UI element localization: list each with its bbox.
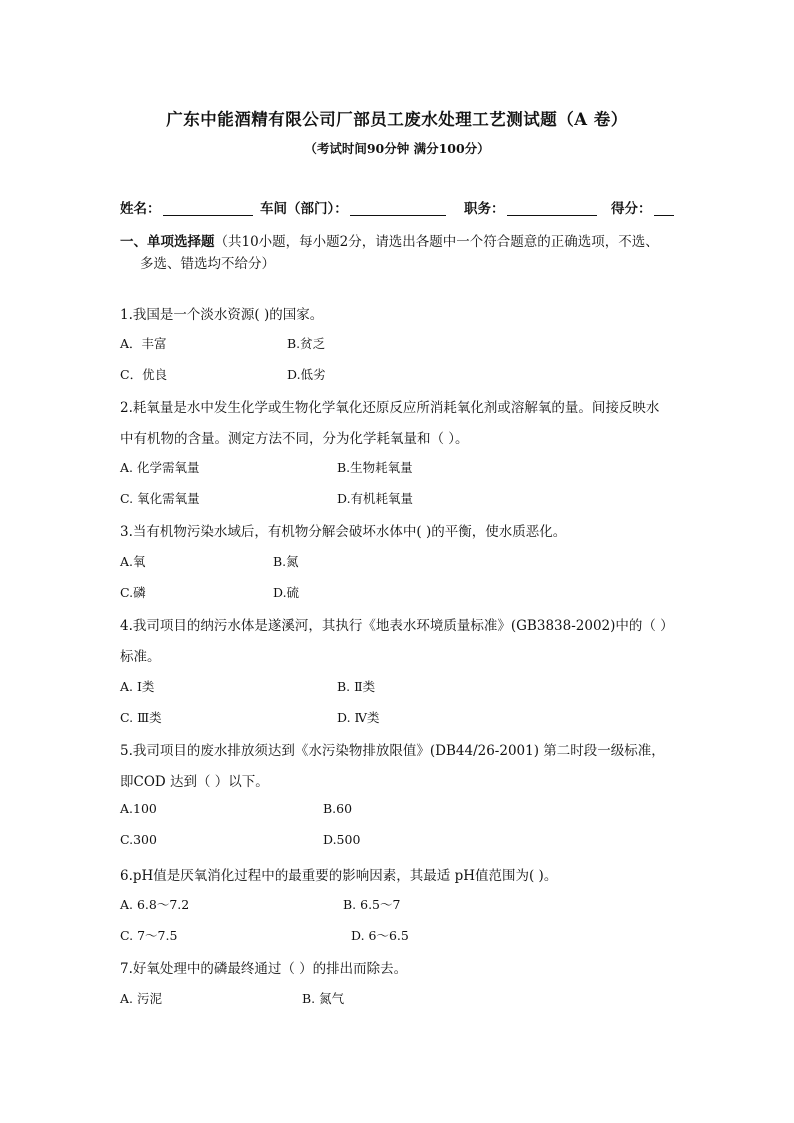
name-field: [120, 197, 253, 217]
question-6-option-c: C. 7～7.5: [120, 928, 178, 943]
score-label: 得分：: [611, 201, 652, 217]
question-6-option-b: B. 6.5～7: [343, 897, 401, 912]
question-3-option-b: B.氮: [273, 554, 299, 569]
question-3-option-d: D.硫: [273, 585, 300, 600]
question-2-text-line-1: 2.耗氧量是水中发生化学或生物化学氧化还原反应所消耗氧化剂或溶解氧的量。间接反映水: [120, 400, 660, 416]
section-heading: 一、单项选择题: [120, 234, 215, 250]
question-5-text-line-2: 即COD 达到（ ）以下。: [120, 774, 269, 790]
question-2-option-d: D.有机耗氧量: [337, 491, 414, 506]
question-5-option-d: D.500: [323, 832, 361, 847]
question-3-option-a: A.氧: [120, 554, 146, 569]
question-5-option-b: B.60: [323, 801, 353, 816]
question-7-option-b: B. 氮气: [302, 991, 345, 1006]
section-instructions-line-2: 多选、错选均不给分）: [140, 256, 275, 272]
question-1-text: 1.我国是一个淡水资源( )的国家。: [120, 307, 324, 323]
question-5-option-c: C.300: [120, 832, 157, 847]
question-2-option-a: A. 化学需氧量: [120, 460, 200, 475]
name-blank: [163, 201, 253, 216]
workshop-blank: [350, 201, 446, 216]
position-blank: [507, 201, 597, 216]
question-1-option-c: C．优良: [120, 367, 168, 382]
workshop-field: [260, 197, 446, 217]
position-label: 职务：: [464, 201, 505, 217]
question-3-text: 3.当有机物污染水域后，有机物分解会破坏水体中( )的平衡，使水质恶化。: [120, 524, 567, 540]
page-title: 广东中能酒精有限公司厂部员工废水处理工艺测试题（A 卷）: [166, 110, 628, 129]
student-info-row: [120, 197, 680, 217]
page-subtitle: （考试时间90分钟 满分100分）: [304, 141, 490, 156]
question-6-option-d: D. 6～6.5: [351, 928, 409, 943]
section-instructions-line-1: （共10小题，每小题2分，请选出各题中一个符合题意的正确选项，不选、: [214, 234, 659, 250]
question-7-option-a: A. 污泥: [120, 991, 162, 1006]
question-1-option-b: B.贫乏: [287, 336, 326, 351]
position-field: [464, 197, 597, 217]
question-7-text: 7.好氧处理中的磷最终通过（ ）的排出而除去。: [120, 961, 408, 977]
question-2-text-line-2: 中有机物的含量。测定方法不同，分为化学耗氧量和（ ）。: [120, 431, 469, 447]
question-6-text: 6.pH值是厌氧消化过程中的最重要的影响因素，其最适 pH值范围为( )。: [120, 868, 558, 884]
question-4-text-line-1: 4.我司项目的纳污水体是遂溪河，其执行《地表水环境质量标准》(GB3838-2002)中的（ ）: [120, 618, 674, 634]
question-4-option-d: D. Ⅳ类: [337, 710, 380, 725]
score-blank: [654, 201, 674, 216]
question-2-option-b: B.生物耗氧量: [337, 460, 413, 475]
workshop-label: 车间（部门）：: [260, 201, 348, 217]
question-5-text-line-1: 5.我司项目的废水排放须达到《水污染物排放限值》(DB44/26-2001) 第二时段一级标准，: [120, 743, 665, 759]
question-1-option-a: A．丰富: [120, 336, 167, 351]
question-1-option-d: D.低劣: [287, 367, 326, 382]
question-4-option-c: C. Ⅲ类: [120, 710, 162, 725]
question-2-option-c: C. 氧化需氧量: [120, 491, 200, 506]
score-field: [611, 197, 674, 217]
name-label: 姓名：: [120, 201, 161, 217]
question-4-text-line-2: 标准。: [120, 649, 161, 665]
question-6-option-a: A. 6.8～7.2: [120, 897, 190, 912]
question-3-option-c: C.磷: [120, 585, 146, 600]
question-4-option-a: A. Ⅰ类: [120, 679, 155, 694]
section-instructions: [120, 231, 685, 275]
question-4-option-b: B. Ⅱ类: [337, 679, 376, 694]
question-5-option-a: A.100: [120, 801, 157, 816]
